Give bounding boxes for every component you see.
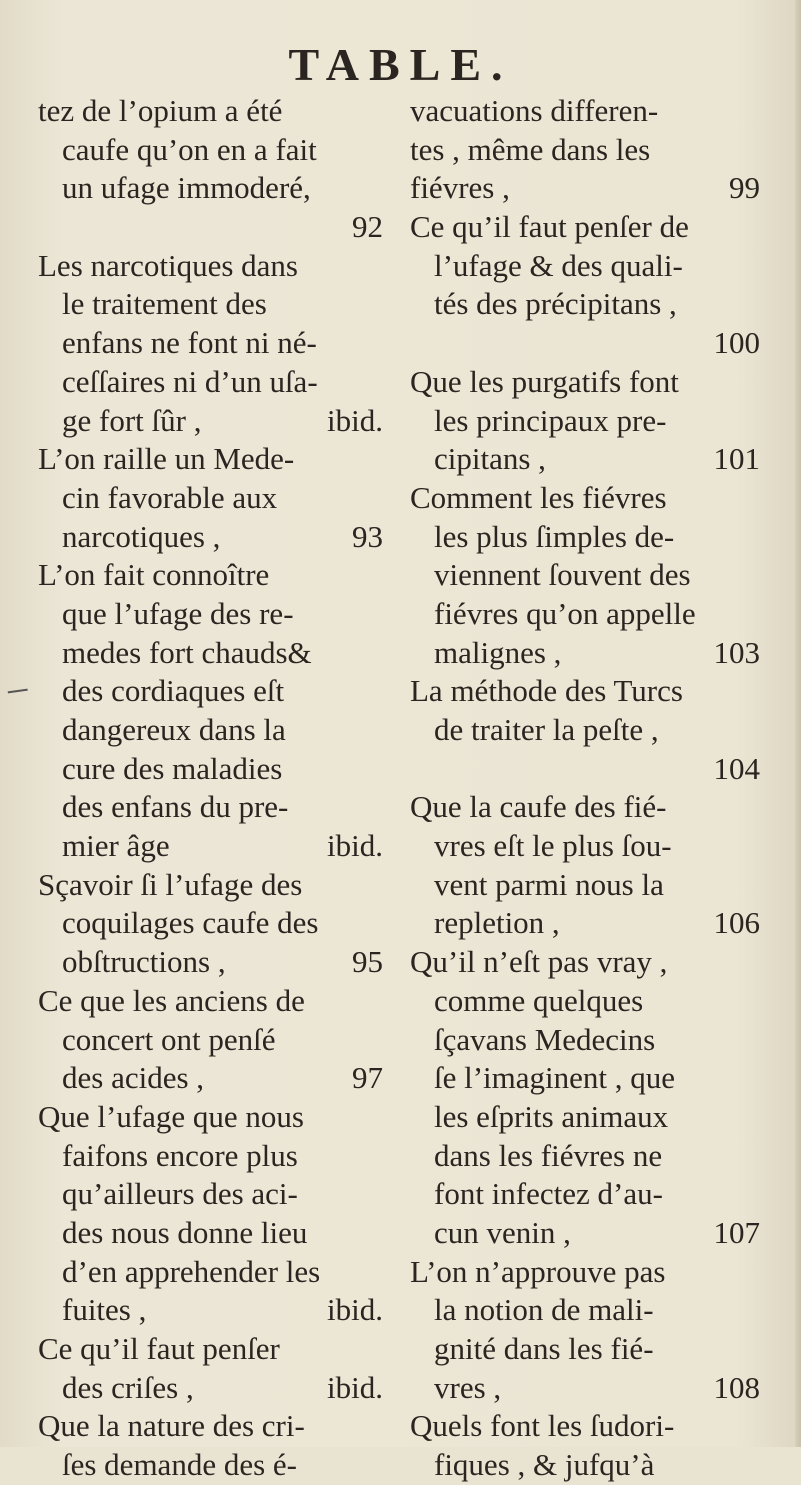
index-line <box>38 1214 383 1253</box>
index-entry-text: Que l’ufage que nous <box>38 1098 304 1134</box>
index-line <box>38 556 383 595</box>
index-page-number: 95 <box>352 944 383 980</box>
index-line <box>38 634 383 673</box>
index-line <box>38 1369 383 1408</box>
index-line <box>410 208 760 247</box>
index-line <box>38 711 383 750</box>
left-column <box>38 92 383 1485</box>
index-line <box>410 904 760 943</box>
index-page-number: 106 <box>713 905 760 941</box>
index-line <box>410 402 760 441</box>
index-line <box>38 518 383 557</box>
index-line <box>410 750 760 789</box>
index-entry-text: fuites , <box>62 1292 147 1328</box>
index-entry-text: font infectez d’au- <box>434 1176 663 1212</box>
index-page-number: ibid. <box>327 402 383 438</box>
index-line <box>410 556 760 595</box>
index-page-number: 97 <box>352 1060 383 1096</box>
index-line <box>38 1098 383 1137</box>
index-page-number: 93 <box>352 518 383 554</box>
index-entry-text: vres , <box>434 1369 502 1405</box>
index-entry-text: cun venin , <box>434 1214 571 1250</box>
index-entry-text: Que la caufe des fié- <box>410 789 667 825</box>
index-entry-text: narcotiques , <box>62 518 221 554</box>
index-line <box>38 1291 383 1330</box>
index-line <box>38 827 383 866</box>
index-entry-text: obſtructions , <box>62 944 226 980</box>
index-entry-text: les principaux pre- <box>434 402 667 438</box>
index-line <box>410 595 760 634</box>
index-entry-text: Sçavoir ſi l’ufage des <box>38 866 303 902</box>
index-line <box>38 402 383 441</box>
index-line <box>410 363 760 402</box>
index-entry-text: cure des maladies <box>62 750 283 786</box>
index-entry-text: ſe l’imaginent , que <box>434 1060 676 1096</box>
index-page-number: ibid. <box>327 828 383 864</box>
index-entry-text: coquilages caufe des <box>62 905 319 941</box>
index-line <box>410 1059 760 1098</box>
index-page-number: 101 <box>713 441 760 477</box>
index-entry-text: cipitans , <box>434 441 546 477</box>
index-line <box>410 247 760 286</box>
index-page-number: ibid. <box>327 1369 383 1405</box>
index-line <box>410 1137 760 1176</box>
index-line <box>410 711 760 750</box>
index-entry-text: Que les purgatifs font <box>410 363 679 399</box>
index-entry-text: medes fort chauds& <box>62 634 312 670</box>
index-entry-text: repletion , <box>434 905 560 941</box>
index-entry-text: fiques , & jufqu’à <box>434 1447 655 1483</box>
index-entry-text: les eſprits animaux <box>434 1098 669 1134</box>
index-entry-text: ceſſaires ni d’un uſa- <box>62 363 318 399</box>
index-line <box>38 169 383 208</box>
index-line <box>410 1291 760 1330</box>
index-line <box>410 1446 760 1485</box>
index-line <box>410 1098 760 1137</box>
index-line <box>410 1253 760 1292</box>
index-page-number: 103 <box>713 634 760 670</box>
index-entry-text: caufe qu’on en a fait <box>62 131 317 167</box>
index-entry-text: Que la nature des cri- <box>38 1408 305 1444</box>
index-line <box>38 247 383 286</box>
index-page-number: 107 <box>713 1214 760 1250</box>
index-entry-text: ſes demande des é- <box>62 1447 297 1483</box>
page-heading: TABLE. <box>288 39 513 90</box>
index-line <box>410 672 760 711</box>
index-entry-text: L’on fait connoître <box>38 557 270 593</box>
index-line <box>38 440 383 479</box>
index-entry-text: L’on raille un Mede- <box>38 441 295 477</box>
index-entry-text: des criſes , <box>62 1369 194 1405</box>
page-edge <box>795 0 801 1447</box>
index-line <box>38 363 383 402</box>
index-line <box>410 634 760 673</box>
index-entry-text: dans les fiévres ne <box>434 1137 663 1173</box>
index-entry-text: cin favorable aux <box>62 479 278 515</box>
index-entry-text: L’on n’approuve pas <box>410 1253 666 1289</box>
index-entry-text: La méthode des Turcs <box>410 673 683 709</box>
index-line <box>38 324 383 363</box>
index-entry-text: ſçavans Medecins <box>434 1021 656 1057</box>
index-line <box>38 1021 383 1060</box>
index-page-number: 92 <box>352 209 383 245</box>
index-entry-text: mier âge <box>62 828 170 864</box>
index-entry-text: l’ufage & des quali- <box>434 247 683 283</box>
index-line <box>38 1175 383 1214</box>
index-line <box>38 1253 383 1292</box>
index-page-number: 104 <box>713 750 760 786</box>
index-entry-text: des acides , <box>62 1060 205 1096</box>
index-entry-text: viennent ſouvent des <box>434 557 691 593</box>
index-line <box>410 1214 760 1253</box>
index-entry-text: les plus ſimples de- <box>434 518 675 554</box>
index-entry-text: que l’ufage des re- <box>62 595 294 631</box>
index-page-number: 108 <box>713 1369 760 1405</box>
index-line <box>38 1407 383 1446</box>
index-entry-text: Ce qu’il faut penſer <box>38 1331 280 1366</box>
index-line <box>410 440 760 479</box>
index-entry-text: concert ont penſé <box>62 1021 276 1057</box>
index-entry-text: tés des précipitans , <box>434 286 677 322</box>
index-entry-text: malignes , <box>434 634 562 670</box>
index-entry-text: des cordiaques eſt <box>62 673 285 709</box>
index-line <box>410 518 760 557</box>
index-line <box>38 1059 383 1098</box>
margin-mark <box>8 689 29 698</box>
index-line <box>38 1446 383 1485</box>
index-entry-text: la notion de mali- <box>434 1292 654 1328</box>
index-entry-text: vent parmi nous la <box>434 866 664 902</box>
index-entry-text: vacuations differen- <box>410 93 659 128</box>
index-entry-text: d’en apprehender les <box>62 1253 321 1289</box>
index-line <box>410 1021 760 1060</box>
index-line <box>38 788 383 827</box>
index-line <box>410 866 760 905</box>
index-entry-text: Qu’il n’eſt pas vray , <box>410 944 668 980</box>
index-line <box>410 1330 760 1369</box>
index-line <box>410 788 760 827</box>
index-entry-text: de traiter la peſte , <box>434 712 659 747</box>
index-line <box>410 131 760 170</box>
index-line <box>410 324 760 363</box>
index-entry-text: gnité dans les fié- <box>434 1331 654 1366</box>
index-line <box>410 827 760 866</box>
index-line <box>38 672 383 711</box>
index-line <box>410 1407 760 1446</box>
index-line <box>38 1330 383 1369</box>
index-entry-text: vres eſt le plus ſou- <box>434 828 672 864</box>
index-entry-text: Les narcotiques dans <box>38 247 298 283</box>
index-line <box>38 750 383 789</box>
index-line <box>410 92 760 131</box>
index-line <box>410 982 760 1021</box>
index-line <box>38 1137 383 1176</box>
index-line <box>38 982 383 1021</box>
index-line <box>38 208 383 247</box>
index-line <box>38 595 383 634</box>
index-line <box>38 866 383 905</box>
index-line <box>38 92 383 131</box>
index-page-number: 99 <box>729 170 760 206</box>
index-line <box>410 1369 760 1408</box>
index-line <box>410 479 760 518</box>
index-entry-text: Comment les fiévres <box>410 479 667 515</box>
index-entry-text: dangereux dans la <box>62 712 286 747</box>
index-line <box>410 285 760 324</box>
index-page-number: 100 <box>713 325 760 361</box>
index-entry-text: fiévres , <box>410 170 510 206</box>
index-entry-text: fiévres qu’on appelle <box>434 595 696 631</box>
index-entry-text: Quels font les ſudori- <box>410 1408 675 1444</box>
index-line <box>38 285 383 324</box>
index-entry-text: faifons encore plus <box>62 1137 298 1173</box>
index-entry-text: qu’ailleurs des aci- <box>62 1176 298 1212</box>
index-entry-text: Ce qu’il faut penſer de <box>410 209 689 245</box>
index-entry-text: tes , même dans les <box>410 131 651 167</box>
index-line <box>410 943 760 982</box>
index-line <box>410 1175 760 1214</box>
index-entry-text: comme quelques <box>434 982 644 1018</box>
index-page-number: ibid. <box>327 1292 383 1328</box>
right-column <box>410 92 760 1485</box>
index-line <box>38 479 383 518</box>
index-entry-text: ge fort ſûr , <box>62 402 202 438</box>
index-entry-text: des nous donne lieu <box>62 1214 308 1250</box>
index-entry-text: tez de l’opium a été <box>38 93 283 128</box>
index-line <box>410 169 760 208</box>
index-entry-text: des enfans du pre- <box>62 789 289 825</box>
index-entry-text: un ufage immoderé, <box>62 170 311 206</box>
index-entry-text: enfans ne font ni né- <box>62 325 317 361</box>
index-line <box>38 943 383 982</box>
index-entry-text: le traitement des <box>62 286 267 322</box>
index-line <box>38 131 383 170</box>
index-entry-text: Ce que les anciens de <box>38 982 305 1018</box>
index-line <box>38 904 383 943</box>
